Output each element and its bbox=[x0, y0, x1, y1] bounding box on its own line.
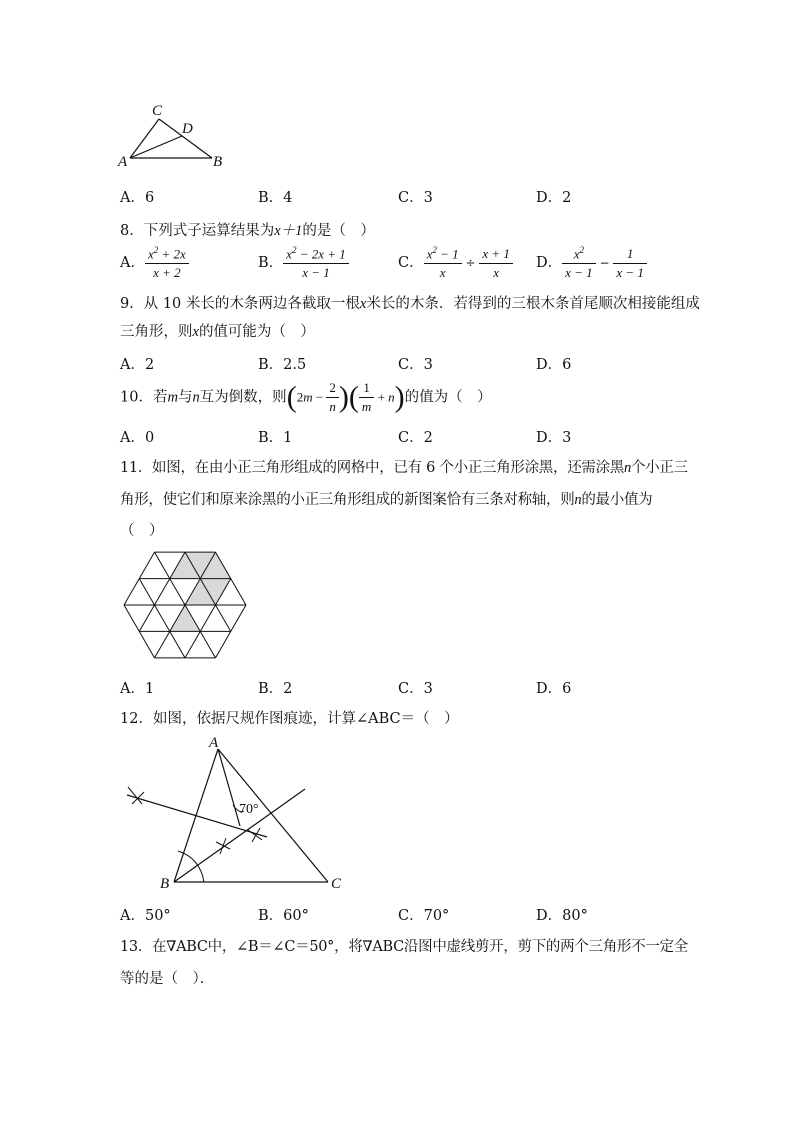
q11-stem-line1: 11．如图，在由小正三角形组成的网格中，已有 6 个小正三角形涂黑，还需涂黑n个小正三 bbox=[120, 460, 688, 476]
q11-option-b[interactable]: B．2 bbox=[258, 681, 293, 697]
q10-option-b[interactable]: B．1 bbox=[258, 430, 293, 446]
grid-edge bbox=[155, 552, 170, 578]
q9-option-c[interactable]: C．3 bbox=[398, 357, 433, 373]
grid-edge bbox=[155, 579, 170, 605]
grid-edge bbox=[216, 605, 231, 631]
q9-option-b[interactable]: B．2.5 bbox=[258, 357, 307, 373]
q10-option-c[interactable]: C．2 bbox=[398, 430, 433, 446]
grid-edge bbox=[139, 579, 154, 605]
grid-edge bbox=[170, 579, 185, 605]
vertex-label-a: A bbox=[118, 154, 128, 170]
q11-stem-line3: （ ） bbox=[120, 523, 164, 539]
q8-stem: 8．下列式子运算结果为x＋1的是（ ） bbox=[120, 223, 375, 239]
grid-edge bbox=[170, 631, 185, 657]
q11-stem-line2: 角形，使它们和原来涂黑的小正三角形组成的新图案恰有三条对称轴，则n的最小值为 bbox=[120, 492, 653, 508]
q7-option-a[interactable]: A．6 bbox=[120, 190, 155, 206]
q10-stem: 10．若m与n互为倒数，则(2m − $\frac{2}{n}$ )( $\frac{1}{m}$ + n)的值为（ ） bbox=[120, 380, 492, 414]
q7-option-b[interactable]: B．4 bbox=[258, 190, 293, 206]
q9-option-a[interactable]: A．2 bbox=[120, 357, 155, 373]
q12-stem: 12．如图，依据尺规作图痕迹，计算∠ABC＝（ ） bbox=[120, 711, 459, 727]
grid-edge bbox=[185, 631, 200, 657]
shaded-triangle bbox=[170, 605, 201, 631]
q8-option-d[interactable]: D． $\frac{x^2}{x - 1}$ − $\frac{1}{x - 1}$ bbox=[536, 245, 647, 281]
vertex-label-c: C bbox=[331, 876, 342, 892]
q11-option-a[interactable]: A．1 bbox=[120, 681, 155, 697]
hexagon-grid-figure-q11 bbox=[115, 545, 255, 665]
q11-option-c[interactable]: C．3 bbox=[398, 681, 433, 697]
q8-option-a[interactable]: A． $\frac{x^2 + 2x}{x + 2}$ bbox=[120, 245, 189, 281]
grid-edge bbox=[139, 631, 154, 657]
vertex-label-b: B bbox=[213, 154, 223, 170]
grid-edge bbox=[124, 605, 139, 631]
grid-edge bbox=[139, 605, 154, 631]
grid-edge bbox=[155, 605, 170, 631]
q7-option-d[interactable]: D．2 bbox=[536, 190, 572, 206]
grid-edge bbox=[216, 631, 231, 657]
grid-edge bbox=[231, 579, 246, 605]
construction-figure-q12 bbox=[112, 732, 352, 897]
grid-edge bbox=[200, 631, 215, 657]
q13-stem-line1: 13．在∇ABC中，∠B＝∠C＝50°，将∇ABC沿图中虚线剪开，剪下的两个三角形不一定全 bbox=[120, 939, 688, 955]
grid-edge bbox=[139, 552, 154, 578]
q12-option-a[interactable]: A．50° bbox=[120, 908, 171, 924]
grid-edge bbox=[124, 579, 139, 605]
q13-stem-line2: 等的是（ ）． bbox=[120, 971, 215, 987]
grid-edge bbox=[200, 605, 215, 631]
q12-option-b[interactable]: B．60° bbox=[258, 908, 309, 924]
vertex-label-a: A bbox=[209, 735, 219, 751]
angle-label-70: 70° bbox=[239, 802, 259, 817]
q9-stem-line2: 三角形，则x的值可能为（ ） bbox=[120, 324, 315, 340]
grid-edge bbox=[155, 631, 170, 657]
q8-option-b[interactable]: B． $\frac{x^2 - 2x + 1}{x - 1}$ bbox=[258, 245, 349, 281]
q10-option-d[interactable]: D．3 bbox=[536, 430, 572, 446]
vertex-label-d: D bbox=[182, 121, 193, 137]
grid-edge bbox=[231, 605, 246, 631]
q8-option-c[interactable]: C． $\frac{x^2 - 1}{x}$ ÷ $\frac{x + 1}{x}$ bbox=[398, 245, 513, 281]
q9-option-d[interactable]: D．6 bbox=[536, 357, 572, 373]
vertex-label-c: C bbox=[152, 103, 163, 119]
q9-stem-line1: 9．从 10 米长的木条两边各截取一根x米长的木条．若得到的三根木条首尾顺次相接能组成 bbox=[120, 296, 700, 312]
q12-option-d[interactable]: D．80° bbox=[536, 908, 588, 924]
q7-option-c[interactable]: C．3 bbox=[398, 190, 433, 206]
q11-option-d[interactable]: D．6 bbox=[536, 681, 572, 697]
triangle-figure-q7 bbox=[112, 98, 237, 173]
q12-option-c[interactable]: C．70° bbox=[398, 908, 450, 924]
vertex-label-b: B bbox=[160, 876, 170, 892]
q10-option-a[interactable]: A．0 bbox=[120, 430, 155, 446]
